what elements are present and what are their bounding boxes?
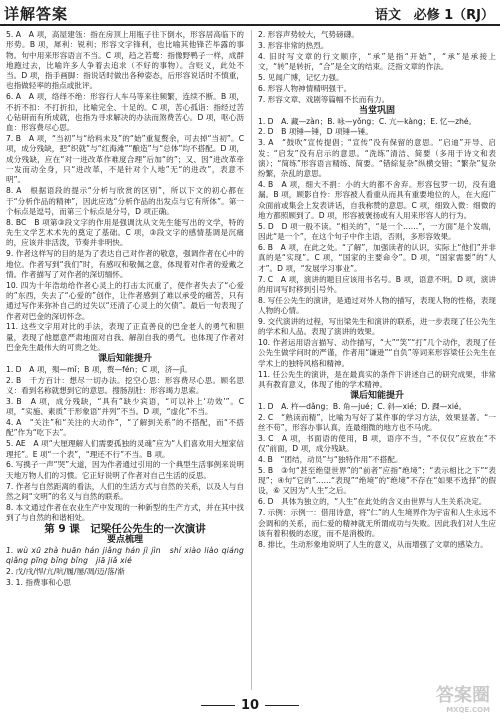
answer-item: 11. 这些文字用对比的手法，表现了正直善良的巴金老人的勇气和胆量，表现了他愿意严肃地面对自我、解剖自我的勇气。也体现了作者对巴金先生最伟大的可贵之处。 xyxy=(6,322,244,353)
answer-item: 2. 戊/戌/悍/亢/吭/履/屡/凋/迈/落/渐 xyxy=(6,567,125,577)
right-column xyxy=(258,30,496,551)
answer-item: 1. D A 项，殒—mǐ；B 项，赘—fén；C 项，济—jǐ。 xyxy=(6,364,192,374)
answer-item: 7. B A 项，“当初”与“给料未及”的“始”重复赘余，可去掉“当初”。C 项，成分残缺，把“织就”与“红海滩”“酿造”与“总体”均不搭配。D 项，成分残缺，应在“对一进改革作难度合理”后加“的”；又、因“进改革牵一发而动全身，只“进改革，不是针对个人地”无“的进改”，表意不明”。 xyxy=(6,134,244,185)
column-divider xyxy=(251,30,252,690)
section-heading: 当堂巩固 xyxy=(358,105,395,116)
answer-item: 1. D A. 杵—dǎng；B. 角—jué；C. 斜—xié；D. 踝—xié。 xyxy=(258,401,467,411)
answer-item: 6. D 具体为独立的，“人生”在此处的含义由世界与人生关系决定。 xyxy=(258,497,487,507)
watermark-logo: 答案圈 MXQE.COM xyxy=(436,685,490,714)
answer-item: 1. D A. 藏—zàn；B. 咏—yǒng；C. 亢—kàng；E. 忆—zhé。 xyxy=(258,116,477,126)
answer-item: 9. 作者这样写的目的是为了表达自己对作者的敬意，强调作者在心中的地位。作者写到“我们”时，有感叹和敬佩之意，体现着对作者的爱戴之情。作者描写了对作者的深切缅怀。 xyxy=(6,249,244,279)
answer-item: 7. 示例：示例一：借用诗意，将“仁”的人生境界作为宇宙和人生永远不会调和的关系，而仁爱的精神就无所谓成功与失败。因此我们对人生应该有着积极的态度，而不是消极的。 xyxy=(258,508,496,538)
answer-item: 3. A “鼓吹”宣传提倡；“宣传”没有保留的意思。“启迪”开导、启发；“启发”没有启示的意思。“洗练”清洁、简要（多用于诗文和表演）；“简练”形容语言精练、简要。“错綜复杂”纵横交错；“繁杂”复杂纷繁，杂乱的意思。 xyxy=(258,138,496,179)
section-heading: 课后知能提升 xyxy=(97,353,152,364)
answer-item: 6. B A 项，在此之处。“了解”，加强读者的认识，实际上“他们”并非真的是“实现”。C 项，“国家的主要命令”。D 项，“国家需要”的“人才”。D 项，“发展学习事业”。 xyxy=(258,243,496,273)
answer-item: 2. D B 项锤—锤，D 项锤—锤。 xyxy=(258,127,373,137)
answer-item: 6. A A 项，络绎不绝：形容行人车马等来往频繁，连续不断。B 项，不折不扣：不打折扣，比喻完全、十足的。C 项，苦心孤诣：指经过苦心钻研而有所成就，也指为寻求解决的办法而煞费苦心。D 项，呕心沥血：形容费尽心思。 xyxy=(6,92,244,133)
answer-item: 8. 写任公先生的演讲，是通过对外人物的描写，表现人物的性格，表现人物的心情。 xyxy=(258,295,496,316)
answer-item: 8. A 根据语段的提示“分析与欣赏的区别”，所以下文的初心都在于“分析作品的精神”，因此应选“分析作品的出发点与它有所体”。第一个标点是逗号，而第三个标点是分号，D 项正确。 xyxy=(6,186,244,216)
answer-item: 5. 见闻广博，记忆力强。 xyxy=(258,72,344,82)
answer-item: 8. 排比，生动形象地说明了人生的意义，从而增强了文章的感染力。 xyxy=(258,539,488,549)
answer-item: 5. A A 项，高屋建瓴：指在房顶上用瓶子往下倒水，形容居高临下的形势。B 项，犀利：锐利；形容文字锋利，也比喻其他锋芒毕露的事物。句中用来形容语言不当。C 项，趋之若鹜：指像野鸭子一样，成群地跑过去，比喻许多人争着去追求（不好的事物）。含贬义，此处不当。D 项，指手画脚：指说话时做出各种姿态，后形容说话时不慎重，也指做轻率的指点或批评。 xyxy=(6,30,244,91)
header-book: 必修 1（RJ） xyxy=(413,8,494,23)
answer-item: 11. 任公先生的演讲，是在最真实的条件下讲述自己的研究成果，非常具有教育意义，体现了他的学术精神。 xyxy=(258,369,496,389)
answer-item: 3. 形容非常的热烈。 xyxy=(258,40,329,50)
answer-item: 3. C A 项，书面语的使用，B 项，语序不当，“不仅仅”应放在“不仅”前面，D 项，成分残缺。 xyxy=(258,433,496,454)
answer-item: 5. AE A 项“大厘理解人们需要孤独的灵魂”应为“人们喜欢用大厘家信理托”。E 项“一个表”，“理还不行”不当。B 项。 xyxy=(6,439,244,459)
page-header xyxy=(0,0,500,26)
answer-item: 7. 作者与自然距离的看法，人们的生活方式与自然的关系，以及人与自然之间“文明”的名义与自然的联系。 xyxy=(6,481,244,501)
answer-item: 4. A “关注”和“关注的大动作”，“了解到关系”的不搭配，而“不搭配”作为“吃下去”。 xyxy=(6,418,244,438)
header-title: 详解答案 xyxy=(4,5,69,23)
section-heading: 课后知能提升 xyxy=(349,390,404,401)
answer-item: 2. C “熟读而精”，比喻为写好了某件事的学习方法，效果显著。“一丝不苟”，形容办事认真，连最细微的地方也不马虎。 xyxy=(258,412,496,432)
answer-item: 2. B 千方百计：想尽一切办法。挖空心思：形容费尽心思。顾名思义：看到名称就想到它的意思。搜肠刮肚：形容竭力思索。 xyxy=(6,375,244,396)
answer-item: 1. wù xū zhà huān hán jiǎng hán jì jìn shí xiào liào qiáng qiǎng pīng bǐng bǐng jiā jiǎ xié xyxy=(6,545,244,566)
answer-item: 2. 形容声势较大，气势磅礴。 xyxy=(258,30,359,39)
answer-item: 7. 形容文章、戏剧等篇幅不长而有力。 xyxy=(258,94,390,104)
section-heading: 要点梳理 xyxy=(106,534,143,545)
answer-item: 4. 旧时写文章的行文顺序，“承”是指“开始”，“承”是承接上文，“转”是转折，“合”是全文的结束。泛指文章的作法。 xyxy=(258,51,496,72)
answer-item: 7. C A 项，演讲的题目应该用书名号。B 项，语意不明。D 项，演讲的用词写时移到引号外。 xyxy=(258,274,496,294)
header-subject: 语文 xyxy=(375,8,402,23)
answer-item: 5. B ③句“甚至绝望世界”的“前者”应指“绝境”；“表示相比之下”“表现”；④句“它的”……“表现”“绝境”的“绝境”不存在“如果不选择”的假设，⑥ 又因为“人生”之后。 xyxy=(258,465,496,496)
answer-item: 6. 写携子一声“哭”大道，因为作者通过引用的一个典型生活事例来说明天地万物人们的习惯。它正好说明了作者对自己生活的反思。 xyxy=(6,460,244,480)
header-subject-book xyxy=(367,4,494,23)
lesson-title: 第 9 课 记梁任公先生的一次演讲 xyxy=(44,523,206,536)
page-number: 10 xyxy=(0,698,500,713)
answer-item: 8. 本文通过作者在农业生产中发现的一种新型的生产方式，并在其中找到了与自然的和谐相处。 xyxy=(6,502,244,523)
answer-item: 9. 交代演讲的过程，写出梁先生和演讲的联系，进一步表现了任公先生的学术和人品。表现了演讲的效果。 xyxy=(258,316,496,337)
answer-item: 3. B A 项，成分残缺，“具有”缺少宾语，“可以补上‘功效’”。C 项，“实施、素质”于形象语“并列”不当。D 项，“虚化”不当。 xyxy=(6,396,244,417)
answer-item: 4. B A 项，细大不捐：小的大的都不舍弃。形容包罗一切，没有遗漏。B 项，顾影自怜：形容被人看重从而具有重要地位的人，在大庭广众面前或集会上发表讲话，自我称赞的意思。C 项，细致入微：细微的地方都照顾到了。D 项，形容被褒扬或有人用来形容人的行为。 xyxy=(258,180,496,220)
answer-item: 6. 形容人物神情精明强干。 xyxy=(258,83,352,93)
left-column xyxy=(6,30,244,589)
answer-item: 10. 四为十年浩劫给作者心灵上的打击太沉重了，使作者失去了“心爱的”东西，失去了“心爱的”创作，让作者感到了难以承受的痛苦，只有通过写作来弥补自己的过失以“还清了心灵上的欠债”。最后一句表现了作者对巴金的深切怀念。 xyxy=(6,280,244,321)
answer-item: 5. D D 项一般不读。“相关的”，“是一个……”，一方面“是个发端，因此“是一个”，在这个句子中作主语，否则，多形容效果。 xyxy=(258,221,496,242)
answer-item: 3. 1. 指费事和心思 xyxy=(6,577,71,587)
answer-item: 4. B “团结，动员”与“独特作用”不搭配。 xyxy=(258,454,403,464)
answer-item: 10. 作者运用语言描写、动作描写，“大”“笑”“打”几个动作，表现了任公先生做学问时的严谨，作者用“谦逊”“自负”等词来形容梁任公先生在学术上的独特风格和精神。 xyxy=(258,338,496,368)
answer-item: 8. BC B 项第③段文字的作用是强调沈从文先生能写出的文学，特的先生文学艺术术先的奠定了基础。C 项，③段文字的感情基调是沉痛的，应该并非活泼，节奏并非明快。 xyxy=(6,217,244,248)
